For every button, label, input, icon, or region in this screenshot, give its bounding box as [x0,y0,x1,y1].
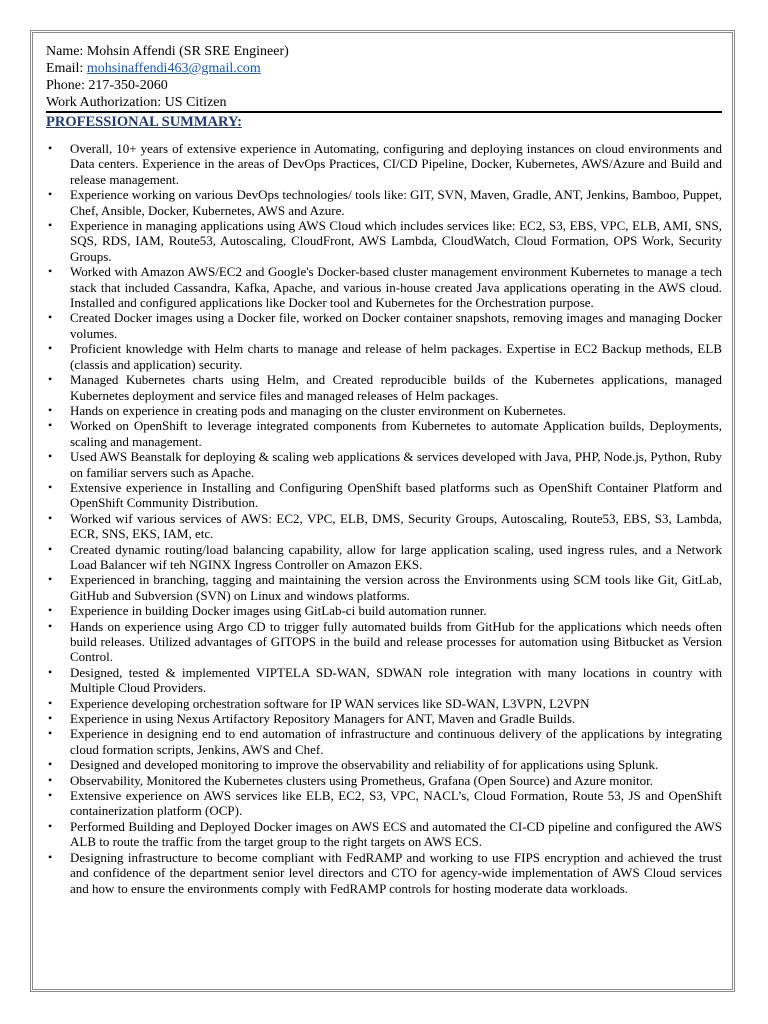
bullet-text: Hands on experience in creating pods and managing on the cluster environment on Kubernetes. [70,402,567,418]
bullet-icon: • [48,726,53,741]
summary-bullet-item [46,665,722,696]
bullet-icon: • [48,341,53,356]
bullet-icon: • [48,541,53,556]
summary-bullet-item [46,696,722,711]
resume-content [46,43,722,896]
summary-bullet-item [46,310,722,341]
bullet-icon: • [48,479,53,494]
email-label: Email: [46,61,87,76]
summary-bullet-list [46,141,722,896]
summary-bullet-item [46,418,722,449]
bullet-icon: • [48,449,53,464]
summary-bullet-item [46,619,722,665]
bullet-text: Experience in building Docker images using GitLab-ci build automation runner. [70,603,487,619]
summary-bullet-item [46,480,722,511]
bullet-icon: • [48,618,53,633]
bullet-icon: • [48,572,53,587]
bullet-text: Designed and developed monitoring to improve the observability and reliability of for applications using Splunk. [70,757,659,773]
summary-bullet-item [46,757,722,772]
summary-bullet-item [46,218,722,264]
bullet-icon: • [48,510,53,525]
contact-name: Name: Mohsin Affendi (SR SRE Engineer) [46,44,289,59]
bullet-text: Experienced in branching, tagging and maintaining the version across the Environments using SCM tools like Git, GitLab, GitHub and Subversion (SVN) on Linux and windows platforms. [70,572,722,603]
summary-bullet-item [46,726,722,757]
summary-bullet-item [46,341,722,372]
summary-bullet-item [46,449,722,480]
summary-bullet-item [46,187,722,218]
bullet-text: Experience in designing end to end automation of infrastructure and continuous delivery of the applications by integrating cloud formation scripts, Jenkins, AWS and Chef. [70,726,722,757]
summary-bullet-item [46,403,722,418]
bullet-text: Worked wif various services of AWS: EC2, VPC, ELB, DMS, Security Groups, Autoscaling, Route53, EBS, S3, Lambda, ECR, SNS, EKS, IAM, etc. [70,510,722,542]
bullet-icon: • [48,788,53,803]
summary-bullet-item [46,603,722,618]
bullet-icon: • [48,603,53,618]
bullet-text: Managed Kubernetes charts using Helm, and Created reproducible builds of the Kubernetes applications, managed Kubernetes deployment and service files and managed releases of Helm packages. [70,372,722,403]
bullet-text: Extensive experience in Installing and Configuring OpenShift based platforms such as OpenShift Container Platform and OpenShift Community Distribution. [70,479,722,511]
bullet-icon: • [48,711,53,726]
bullet-icon: • [48,757,53,772]
bullet-text: Extensive experience on AWS services like ELB, EC2, S3, VPC, NACL’s, Cloud Formation, Route 53, JS and OpenShift containerization platform (OCP). [70,788,722,819]
bullet-icon: • [48,402,53,417]
summary-bullet-item [46,711,722,726]
bullet-text: Observability, Monitored the Kubernetes clusters using Prometheus, Grafana (Open Source) and Azure monitor. [70,772,653,788]
bullet-icon: • [48,187,53,202]
bullet-text: Created Docker images using a Docker file, worked on Docker container snapshots, removing images and managing Docker volumes. [70,310,722,341]
bullet-text: Experience in using Nexus Artifactory Repository Managers for ANT, Maven and Gradle Builds. [70,711,576,727]
bullet-text: Worked on OpenShift to leverage integrated components from Kubernetes to automate Application builds, Deployments, scaling and management. [70,418,722,449]
summary-bullet-item [46,850,722,896]
bullet-icon: • [48,264,53,279]
bullet-icon: • [48,664,53,679]
bullet-text: Created dynamic routing/load balancing capability, allow for large application scaling, used ingress rules, and a Network Load Balancer wif teh NGINX Ingress Controller on Amazon EKS. [70,541,722,572]
professional-summary-heading: PROFESSIONAL SUMMARY: [46,111,722,131]
bullet-icon: • [48,695,53,710]
bullet-text: Used AWS Beanstalk for deploying & scaling web applications & services developed with Java, PHP, Node.js, Python, Ruby on familiar servers such as Apache. [70,449,722,480]
email-link[interactable]: mohsinaffendi463@gmail.com [86,61,261,76]
contact-email-line [46,60,722,77]
summary-bullet-item [46,141,722,187]
bullet-icon: • [48,849,53,864]
bullet-text: Hands on experience using Argo CD to trigger fully automated builds from GitHub for the applications which needs often build releases. Utilized advantages of GITOPS in the build and release processes for automation using Bitbucket as Version Control. [70,618,722,665]
contact-phone: Phone: 217-350-2060 [46,78,168,93]
bullet-text: Experience developing orchestration software for IP WAN services like SD-WAN, L3VPN, L2VPN [70,695,590,711]
bullet-icon: • [48,310,53,325]
bullet-text: Proficient knowledge with Helm charts to manage and release of helm packages. Expertise in EC2 Backup methods, ELB (classis and application) security. [70,341,722,372]
bullet-text: Designed, tested & implemented VIPTELA SD-WAN, SDWAN role integration with many locations in country with Multiple Cloud Providers. [70,664,722,696]
bullet-icon: • [48,141,53,155]
bullet-text: Designing infrastructure to become compliant with FedRAMP and working to use FIPS encryption and achieved the trust and confidence of the department senior level directors and CTO for agency-wide implementation of AWS Cloud services and how to ensure the environments comply with FedRAMP controls for hosting moderate data workloads. [70,849,722,896]
bullet-text: Overall, 10+ years of extensive experience in Automating, configuring and deploying instances on cloud environments and Data centers. Experience in the areas of DevOps Practices, CI/CD Pipeline, Docker, Kubernetes, AWS/Azure and Build and release management. [70,141,722,187]
summary-bullet-item [46,542,722,573]
summary-bullet-item [46,511,722,542]
summary-bullet-item [46,264,722,310]
summary-bullet-item [46,773,722,788]
bullet-icon: • [48,418,53,433]
bullet-text: Worked with Amazon AWS/EC2 and Google's Docker-based cluster management environment Kubernetes to manage a tech stack that included Cassandra, Kafka, Apache, and various in-house created Java applications operating in the AWS cloud. Installed and configured applications like Docker tool and Kubernetes for the Orchestration purpose. [70,264,722,311]
summary-bullet-item [46,819,722,850]
summary-bullet-item [46,572,722,603]
contact-block [46,43,722,111]
bullet-text: Performed Building and Deployed Docker images on AWS ECS and automated the CI-CD pipeline and configured the AWS ALB to route the traffic from the target group to the right targets on AWS ECS. [70,818,722,850]
summary-bullet-item [46,372,722,403]
bullet-icon: • [48,818,53,833]
contact-work-authorization: Work Authorization: US Citizen [46,95,227,110]
bullet-text: Experience in managing applications using AWS Cloud which includes services like: EC2, S3, EBS, VPC, ELB, AMI, SNS, SQS, RDS, IAM, Route53, Autoscaling, CloudFront, AWS Lambda, CloudWatch, Cloud Formation, OPS Work, Security Groups. [70,218,722,264]
bullet-icon: • [48,772,53,787]
bullet-text: Experience working on various DevOps technologies/ tools like: GIT, SVN, Maven, Gradle, ANT, Jenkins, Bamboo, Puppet, Chef, Ansible, Docker, Kubernetes, AWS and Azure. [70,187,722,218]
bullet-icon: • [48,218,53,233]
summary-bullet-item [46,788,722,819]
bullet-icon: • [48,372,53,387]
